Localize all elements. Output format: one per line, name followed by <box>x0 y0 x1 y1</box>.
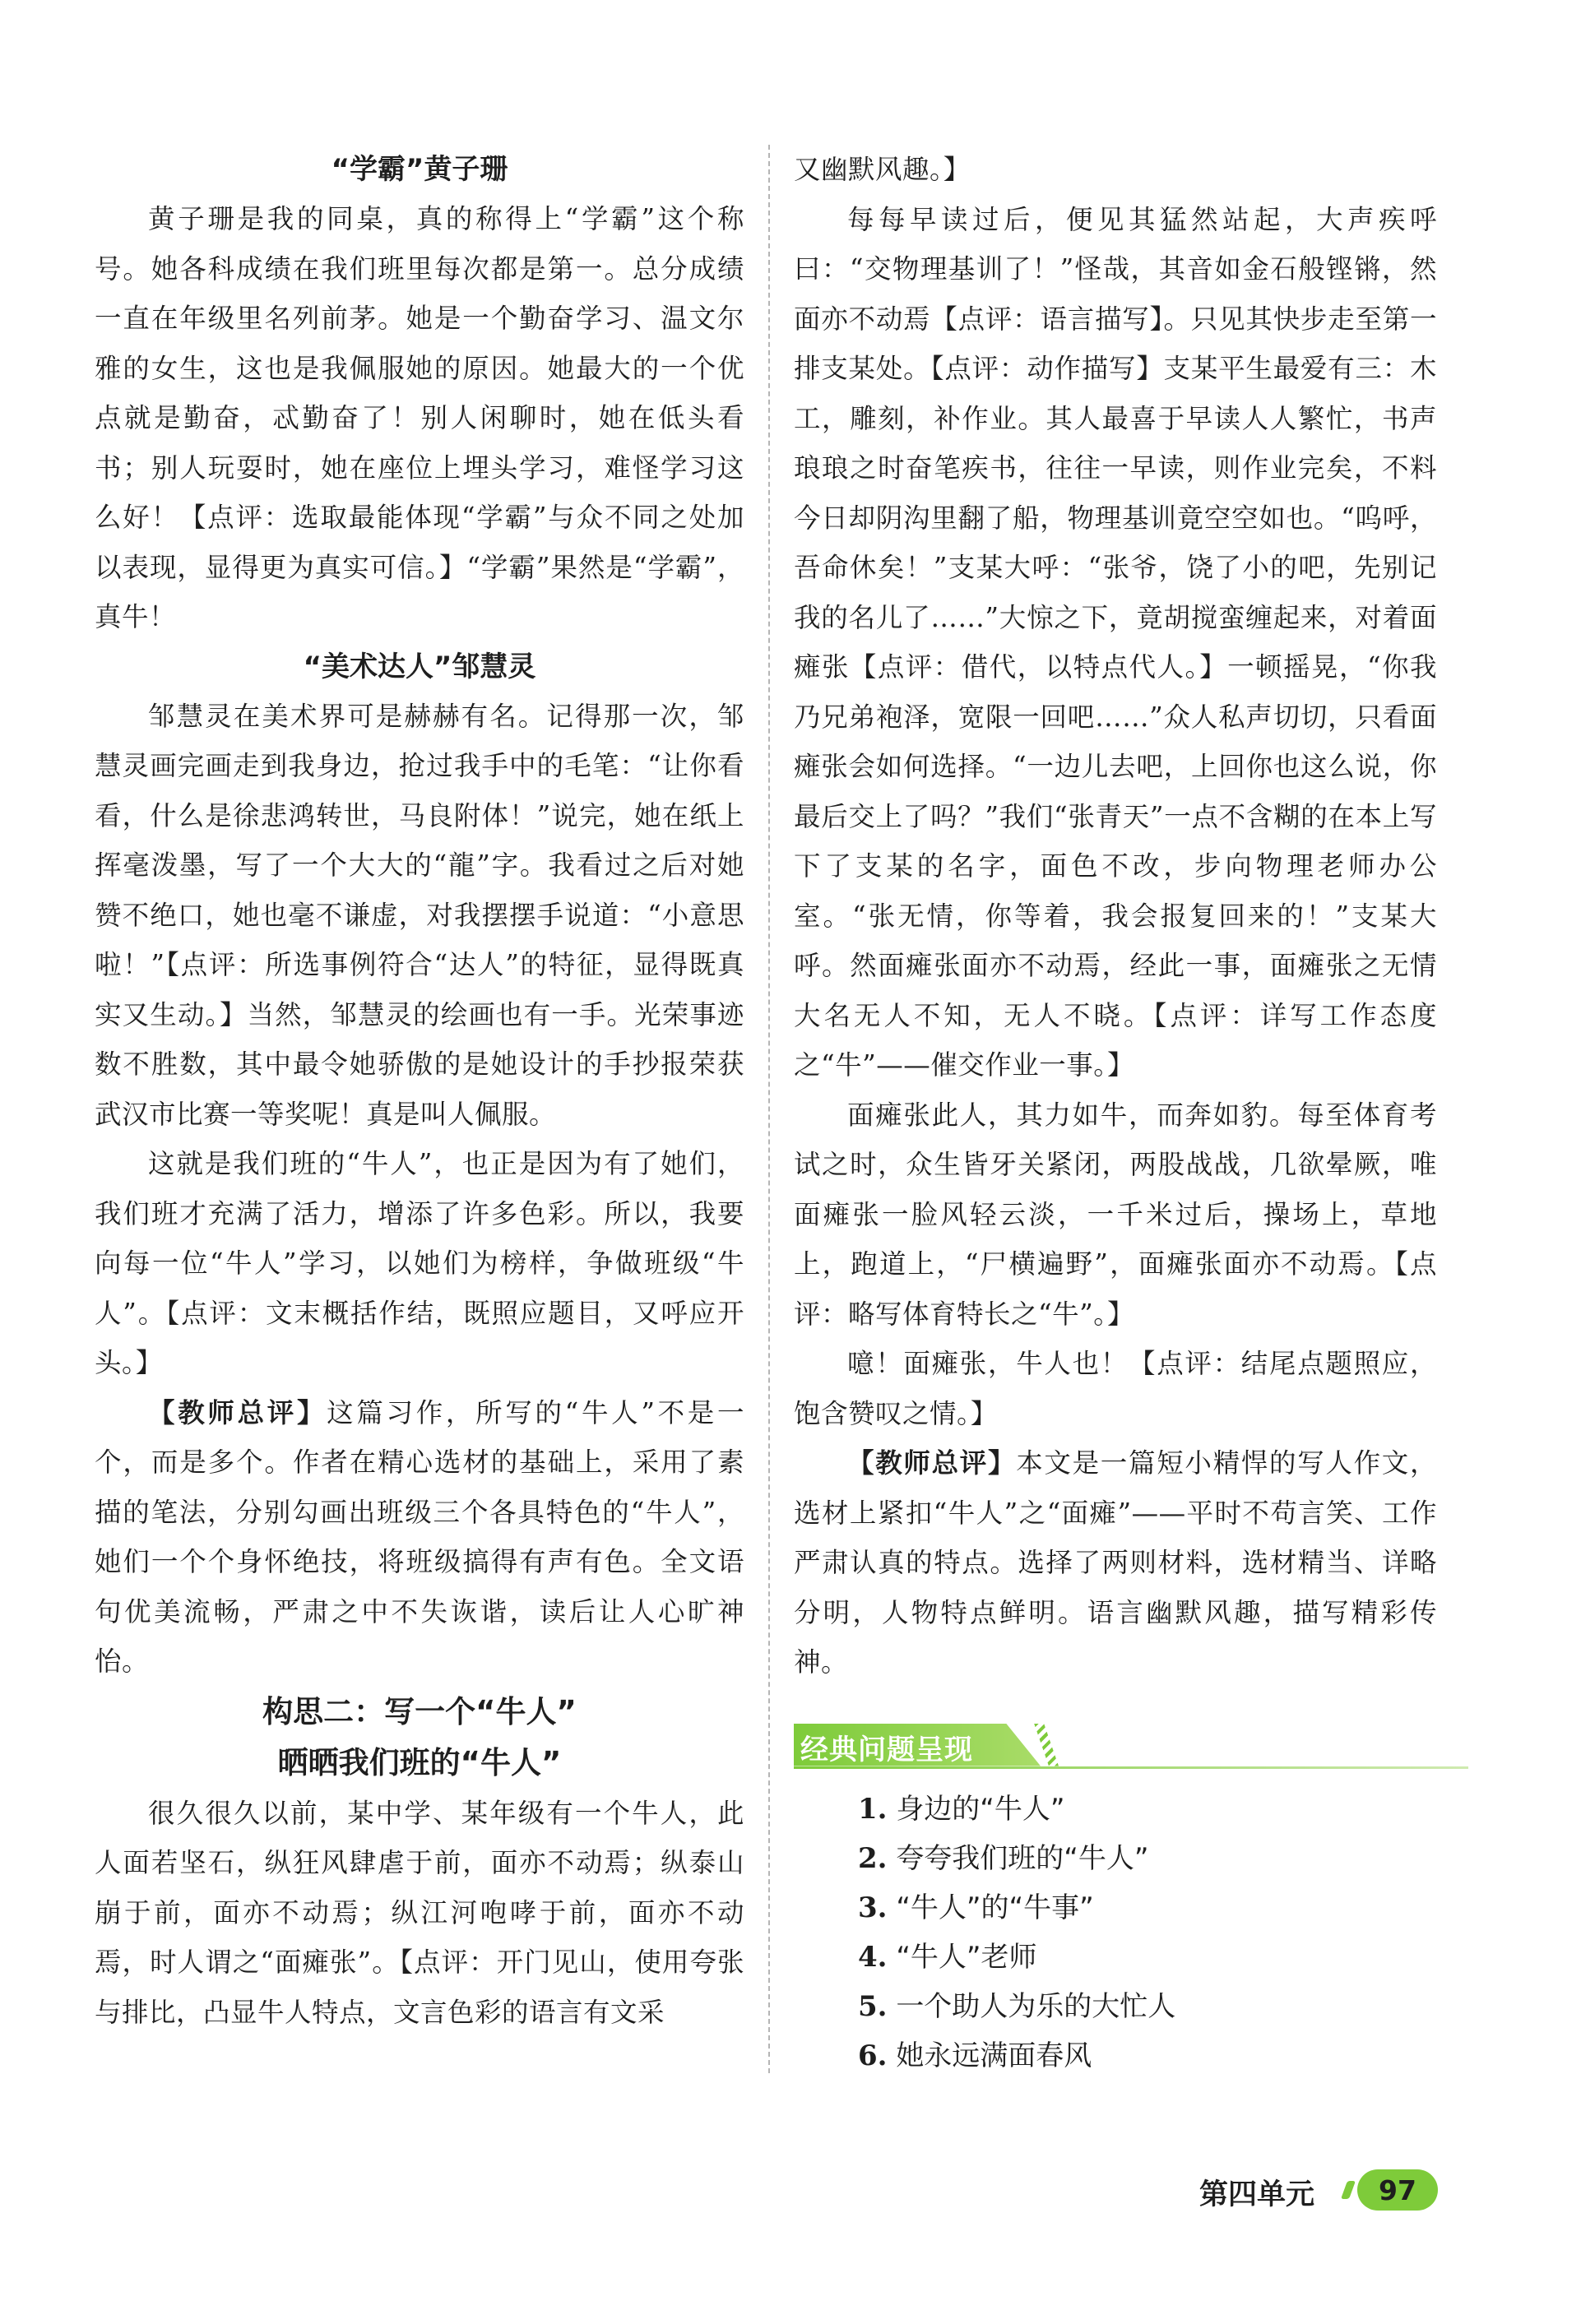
topic-list <box>794 1785 1437 2081</box>
list-item: 4. “牛人”老师 <box>858 1940 1037 1974</box>
page-number: 97 <box>1379 2174 1416 2206</box>
paragraph-essay2-intro: 很久很久以前，某中学、某年级有一个牛人，此人面若坚石，纵狂风肆虐于前，面亦不动焉；纵泰山崩于前，面亦不动焉；纵江河咆哮于前，面亦不动焉，时人谓之“面瘫张”。【点评：开门见山，使用夸张与排比，凸显牛人特点，文言色彩的语言有文采 <box>95 1797 744 2028</box>
classic-topics-banner <box>794 1724 1437 1771</box>
section-title-xueba: “学霸”黄子珊 <box>331 153 508 186</box>
list-item: 1. 身边的“牛人” <box>858 1792 1065 1826</box>
paragraph-conclusion: 这就是我们班的“牛人”，也正是因为有了她们，我们班才充满了活力，增添了许多色彩。所以，我要向每一位“牛人”学习，以她们为榜样，争做班级“牛人”。【点评：文末概括作结，既照应题目，又呼应开头。】 <box>95 1148 744 1378</box>
paragraph-ending: 噫！面瘫张，牛人也！【点评：结尾点题照应，饱含赞叹之情。】 <box>794 1348 1437 1429</box>
paragraph-xueba: 黄子珊是我的同桌，真的称得上“学霸”这个称号。她各科成绩在我们班里每次都是第一。总分成绩一直在年级里名列前茅。她是一个勤奋学习、温文尔雅的女生，这也是我佩服她的原因。她最大的一个优点就是勤奋，忒勤奋了！别人闲聊时，她在低头看书；别人玩耍时，她在座位上埋头学习，难怪学习这么好！【点评：选取最能体现“学霸”与众不同之处加以表现，显得更为真实可信。】“学霸”果然是“学霸”，真牛！ <box>95 203 744 632</box>
section-title-art: “美术达人”邹慧灵 <box>303 650 536 683</box>
paragraph-continuation: 又幽默风趣。】 <box>794 154 971 185</box>
paragraph-art: 邹慧灵在美术界可是赫赫有名。记得那一次，邹慧灵画完画走到我身边，抢过我手中的毛笔：“让你看看，什么是徐悲鸿转世，马良附体！”说完，她在纸上挥毫泼墨，写了一个大大的“龍”字。我看过之后对她赞不绝口，她也毫不谦虚，对我摆摆手说道：“小意思啦！”【点评：所选事例符合“达人”的特征，显得既真实又生动。】当然，邹慧灵的绘画也有一手。光荣事迹数不胜数，其中最令她骄傲的是她设计的手抄报荣获武汉市比赛一等奖呢！真是叫人佩服。 <box>95 700 744 1130</box>
left-column <box>95 145 744 2037</box>
column-divider <box>768 145 770 2073</box>
banner-title: 经典问题呈现 <box>800 1733 973 1766</box>
banner-stripe-decoration <box>1034 1724 1059 1766</box>
paragraph-sports: 面瘫张此人，其力如牛，而奔如豹。每至体育考试之时，众生皆牙关紧闭，两股战战，几欲晕厥，唯面瘫张一脸风轻云淡，一千米过后，操场上，草地上，跑道上，“尸横遍野”，面瘫张面亦不动焉。【点评：略写体育特长之“牛”。】 <box>794 1099 1437 1330</box>
teacher-comment-2 <box>794 1438 1437 1687</box>
paragraph-homework: 每每早读过后，便见其猛然站起，大声疾呼曰：“交物理基训了！”怪哉，其音如金石般铿锵，然面亦不动焉【点评：语言描写】。只见其快步走至第一排支某处。【点评：动作描写】支某平生最爱有三：木工，雕刻，补作业。其人最喜于早读人人繁忙，书声琅琅之时奋笔疾书，往往一早读，则作业完矣，不料今日却阴沟里翻了船，物理基训竟空空如也。“呜呼，吾命休矣！”支某大呼：“张爷，饶了小的吧，先别记我的名儿了……”大惊之下，竟胡搅蛮缠起来，对着面瘫张【点评：借代，以特点代人。】一顿摇晃，“你我乃兄弟袍泽，宽限一回吧……”众人私声切切，只看面瘫张会如何选择。“一边儿去吧，上回你也这么说，你最后交上了吗？”我们“张青天”一点不含糊的在本上写下了支某的名字，面色不改，步向物理老师办公室。“张无情，你等着，我会报复回来的！”支某大呼。然面瘫张面亦不动焉，经此一事，面瘫张之无情大名无人不知，无人不晓。【点评：详写工作态度之“牛”——催交作业一事。】 <box>794 203 1437 1081</box>
list-item: 3. “牛人”的“牛事” <box>858 1891 1094 1924</box>
concept2-title: 构思二：写一个“牛人” <box>262 1693 577 1729</box>
unit-label: 第四单元 <box>1199 2178 1315 2211</box>
teacher-comment-label: 【教师总评】 <box>847 1447 1017 1479</box>
list-item: 2. 夸夸我们班的“牛人” <box>858 1841 1149 1875</box>
list-item: 6. 她永远满面春风 <box>858 2039 1092 2072</box>
teacher-comment-text: 这篇习作，所写的“牛人”不是一个，而是多个。作者在精心选材的基础上，采用了素描的笔法，分别勾画出班级三个各具特色的“牛人”，她们一个个身怀绝技，将班级搞得有声有色。全文语句优美流畅，严肃之中不失诙谐，读后让人心旷神怡。 <box>95 1396 744 1677</box>
page-number-badge <box>1357 2169 1438 2211</box>
list-item: 5. 一个助人为乐的大忙人 <box>858 1989 1176 2023</box>
essay2-title: 晒晒我们班的“牛人” <box>277 1744 562 1780</box>
teacher-comment-text: 本文是一篇短小精悍的写人作文，选材上紧扣“牛人”之“面瘫”——平时不苟言笑、工作严肃认真的特点。选择了两则材料，选材精当、详略分明，人物特点鲜明。语言幽默风趣，描写精彩传神。 <box>794 1447 1437 1678</box>
right-column <box>794 145 1437 2081</box>
teacher-comment-1 <box>95 1388 744 1687</box>
teacher-comment-label: 【教师总评】 <box>148 1396 327 1428</box>
